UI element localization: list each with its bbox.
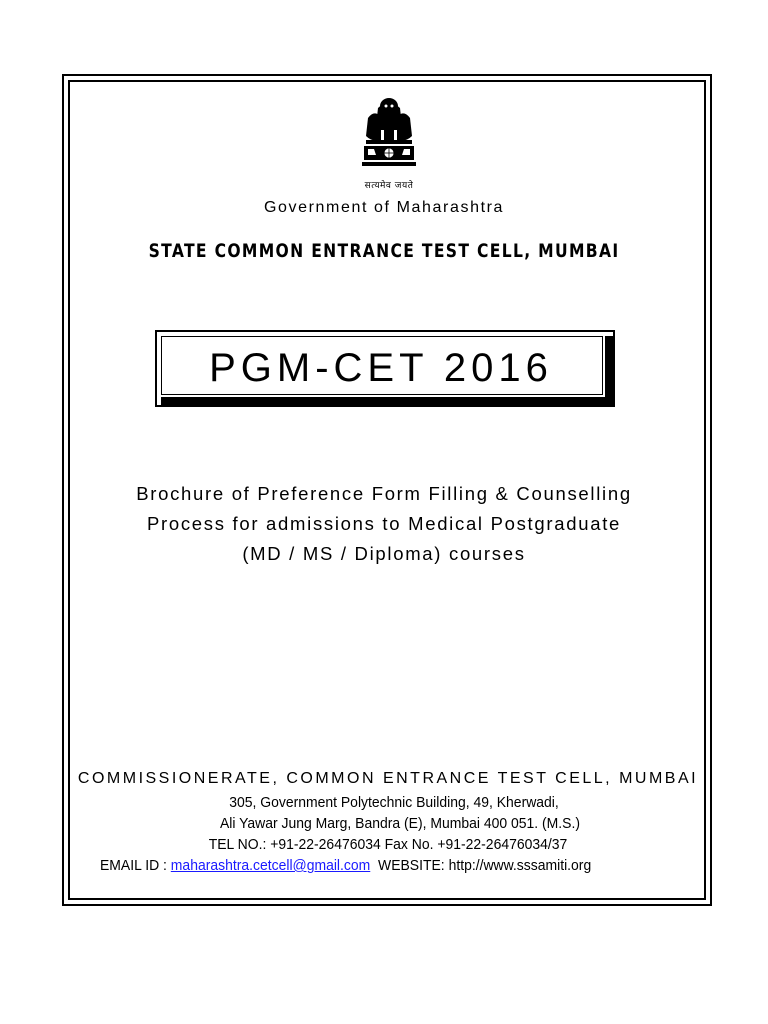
website-label: WEBSITE: [378, 857, 445, 874]
cet-cell-title: STATE COMMON ENTRANCE TEST CELL, MUMBAI [148, 240, 620, 262]
government-heading: Government of Maharashtra [263, 199, 505, 216]
website-url[interactable]: http://www.sssamiti.org [448, 857, 592, 874]
exam-title: PGM-CET 2016 [209, 346, 553, 390]
title-box [155, 330, 615, 407]
title-box-shadow-bottom [161, 397, 613, 405]
commissionerate-heading: COMMISSIONERATE, COMMON ENTRANCE TEST CELL, MUMBAI [77, 770, 699, 787]
contact-line [100, 857, 591, 874]
email-label: EMAIL ID : [100, 857, 171, 874]
brochure-description [0, 479, 768, 569]
brochure-line-3: (MD / MS / Diploma) courses [242, 543, 526, 564]
telephone-line: TEL NO.: +91-22-26476034 Fax No. +91-22-26476034/37 [208, 836, 568, 853]
brochure-line-2: Process for admissions to Medical Postgraduate [146, 513, 622, 534]
address-line-2: Ali Yawar Jung Marg, Bandra (E), Mumbai 400 051. (M.S.) [219, 815, 580, 832]
brochure-line-1: Brochure of Preference Form Filling & Counselling [136, 483, 632, 504]
emblem-motto: सत्यमेव जयते [364, 181, 414, 191]
email-link[interactable]: maharashtra.cetcell@gmail.com [170, 857, 371, 874]
address-line-1: 305, Government Polytechnic Building, 49, Kherwadi, [229, 794, 559, 811]
title-box-shadow-right [605, 336, 613, 405]
